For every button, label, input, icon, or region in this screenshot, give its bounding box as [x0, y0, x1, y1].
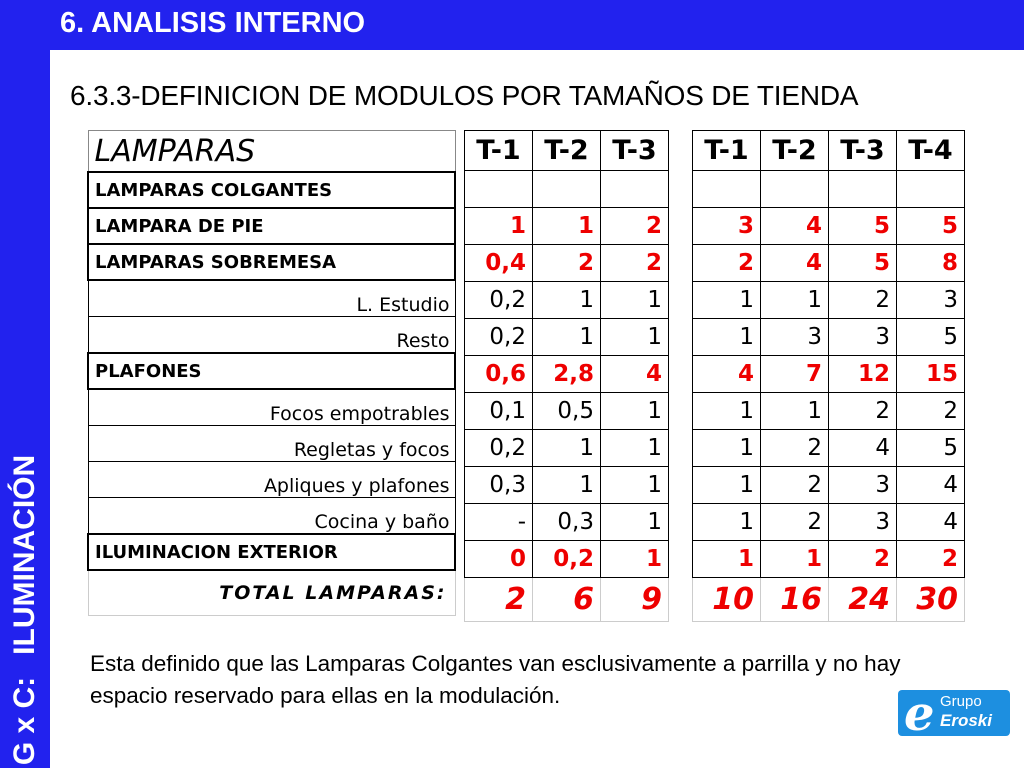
value-cell: -: [465, 504, 533, 541]
value-cell: 1: [601, 393, 669, 430]
value-cell: 5: [829, 245, 897, 282]
column-header: T-3: [829, 131, 897, 171]
value-cell: 4: [897, 467, 965, 504]
value-cell: 3: [829, 504, 897, 541]
value-cell: 1: [693, 319, 761, 356]
total-cell: 10: [693, 578, 761, 622]
value-cell: 1: [601, 282, 669, 319]
row-label: Resto: [88, 317, 455, 354]
value-cell: 2: [761, 430, 829, 467]
value-cell: 2: [829, 393, 897, 430]
value-cell: 5: [897, 319, 965, 356]
value-cell: 0,3: [465, 467, 533, 504]
value-cell: 2: [897, 393, 965, 430]
logo-mark: e: [904, 686, 935, 742]
total-cell: 24: [829, 578, 897, 622]
total-cell: 2: [465, 578, 533, 622]
section-title: 6. ANALISIS INTERNO: [60, 7, 366, 39]
value-cell: 1: [533, 430, 601, 467]
value-cell: 3: [829, 319, 897, 356]
value-cell: 1: [693, 282, 761, 319]
value-cell: 1: [693, 504, 761, 541]
value-cell: 0,5: [533, 393, 601, 430]
row-label: ILUMINACION EXTERIOR: [88, 534, 455, 570]
values-table-group-b: [692, 130, 965, 622]
row-label: LAMPARAS COLGANTES: [88, 172, 455, 208]
value-cell: 1: [601, 319, 669, 356]
total-cell: 30: [897, 578, 965, 622]
value-cell: 4: [601, 356, 669, 393]
value-cell: [761, 171, 829, 208]
value-cell: 2: [897, 541, 965, 578]
footnote: Esta definido que las Lamparas Colgantes van esclusivamente a parrilla y no hay espacio reservado para ellas en la modulación.: [90, 651, 901, 708]
value-cell: 1: [693, 541, 761, 578]
total-cell: 9: [601, 578, 669, 622]
value-cell: 15: [897, 356, 965, 393]
row-label: LAMPARAS SOBREMESA: [88, 244, 455, 280]
column-header: T-2: [761, 131, 829, 171]
values-table-group-a: [464, 130, 669, 622]
value-cell: 1: [693, 393, 761, 430]
row-label: L. Estudio: [88, 280, 455, 317]
value-cell: 4: [761, 245, 829, 282]
logo-line1: Grupo: [940, 693, 982, 710]
value-cell: 5: [897, 208, 965, 245]
value-cell: 4: [897, 504, 965, 541]
value-cell: 12: [829, 356, 897, 393]
column-header: T-3: [601, 131, 669, 171]
value-cell: 2: [693, 245, 761, 282]
vertical-title-right: ILUMINACIÓN: [8, 454, 41, 655]
value-cell: 2,8: [533, 356, 601, 393]
row-label: Apliques y plafones: [88, 462, 455, 498]
value-cell: 1: [601, 430, 669, 467]
value-cell: 4: [829, 430, 897, 467]
column-header: T-4: [897, 131, 965, 171]
value-cell: 7: [761, 356, 829, 393]
value-cell: 0,6: [465, 356, 533, 393]
value-cell: 1: [601, 504, 669, 541]
vertical-title-left: G x C:: [8, 676, 41, 766]
value-cell: [533, 171, 601, 208]
value-cell: 3: [693, 208, 761, 245]
value-cell: 0,2: [465, 282, 533, 319]
column-header: T-2: [533, 131, 601, 171]
value-cell: [829, 171, 897, 208]
value-cell: 5: [829, 208, 897, 245]
value-cell: [465, 171, 533, 208]
value-cell: 4: [761, 208, 829, 245]
value-cell: 0,3: [533, 504, 601, 541]
top-bar: [0, 0, 1024, 50]
value-cell: 0: [465, 541, 533, 578]
row-labels-table: [87, 130, 456, 616]
row-label: Cocina y baño: [88, 498, 455, 535]
value-cell: 4: [693, 356, 761, 393]
total-cell: 16: [761, 578, 829, 622]
value-cell: 1: [761, 282, 829, 319]
value-cell: [693, 171, 761, 208]
value-cell: 1: [601, 541, 669, 578]
value-cell: 1: [533, 282, 601, 319]
value-cell: 1: [601, 467, 669, 504]
total-label: TOTAL LAMPARAS:: [88, 570, 455, 616]
value-cell: 0,2: [465, 430, 533, 467]
page-subtitle: 6.3.3-DEFINICION DE MODULOS POR TAMAÑOS DE TIENDA: [70, 80, 859, 111]
value-cell: [601, 171, 669, 208]
column-header: T-1: [465, 131, 533, 171]
row-label: LAMPARA DE PIE: [88, 208, 455, 244]
value-cell: 2: [601, 208, 669, 245]
value-cell: 1: [533, 467, 601, 504]
side-bar: [0, 50, 50, 768]
value-cell: 3: [829, 467, 897, 504]
value-cell: 2: [829, 282, 897, 319]
grupo-eroski-logo: [898, 686, 1010, 742]
row-label: Regletas y focos: [88, 426, 455, 462]
logo-line2: Eroski: [940, 711, 992, 730]
value-cell: 0,2: [533, 541, 601, 578]
value-cell: 3: [897, 282, 965, 319]
table-title: LAMPARAS: [88, 131, 455, 173]
value-cell: 1: [761, 541, 829, 578]
value-cell: 2: [761, 467, 829, 504]
value-cell: 1: [761, 393, 829, 430]
value-cell: [897, 171, 965, 208]
column-header: T-1: [693, 131, 761, 171]
value-cell: 1: [693, 430, 761, 467]
value-cell: 0,1: [465, 393, 533, 430]
value-cell: 5: [897, 430, 965, 467]
value-cell: 1: [693, 467, 761, 504]
row-label: PLAFONES: [88, 353, 455, 389]
value-cell: 1: [533, 319, 601, 356]
value-cell: 3: [761, 319, 829, 356]
value-cell: 2: [829, 541, 897, 578]
value-cell: 8: [897, 245, 965, 282]
value-cell: 1: [465, 208, 533, 245]
value-cell: 2: [533, 245, 601, 282]
value-cell: 0,2: [465, 319, 533, 356]
value-cell: 0,4: [465, 245, 533, 282]
value-cell: 2: [601, 245, 669, 282]
value-cell: 2: [761, 504, 829, 541]
row-label: Focos empotrables: [88, 389, 455, 426]
vertical-title: [8, 455, 42, 765]
value-cell: 1: [533, 208, 601, 245]
total-cell: 6: [533, 578, 601, 622]
